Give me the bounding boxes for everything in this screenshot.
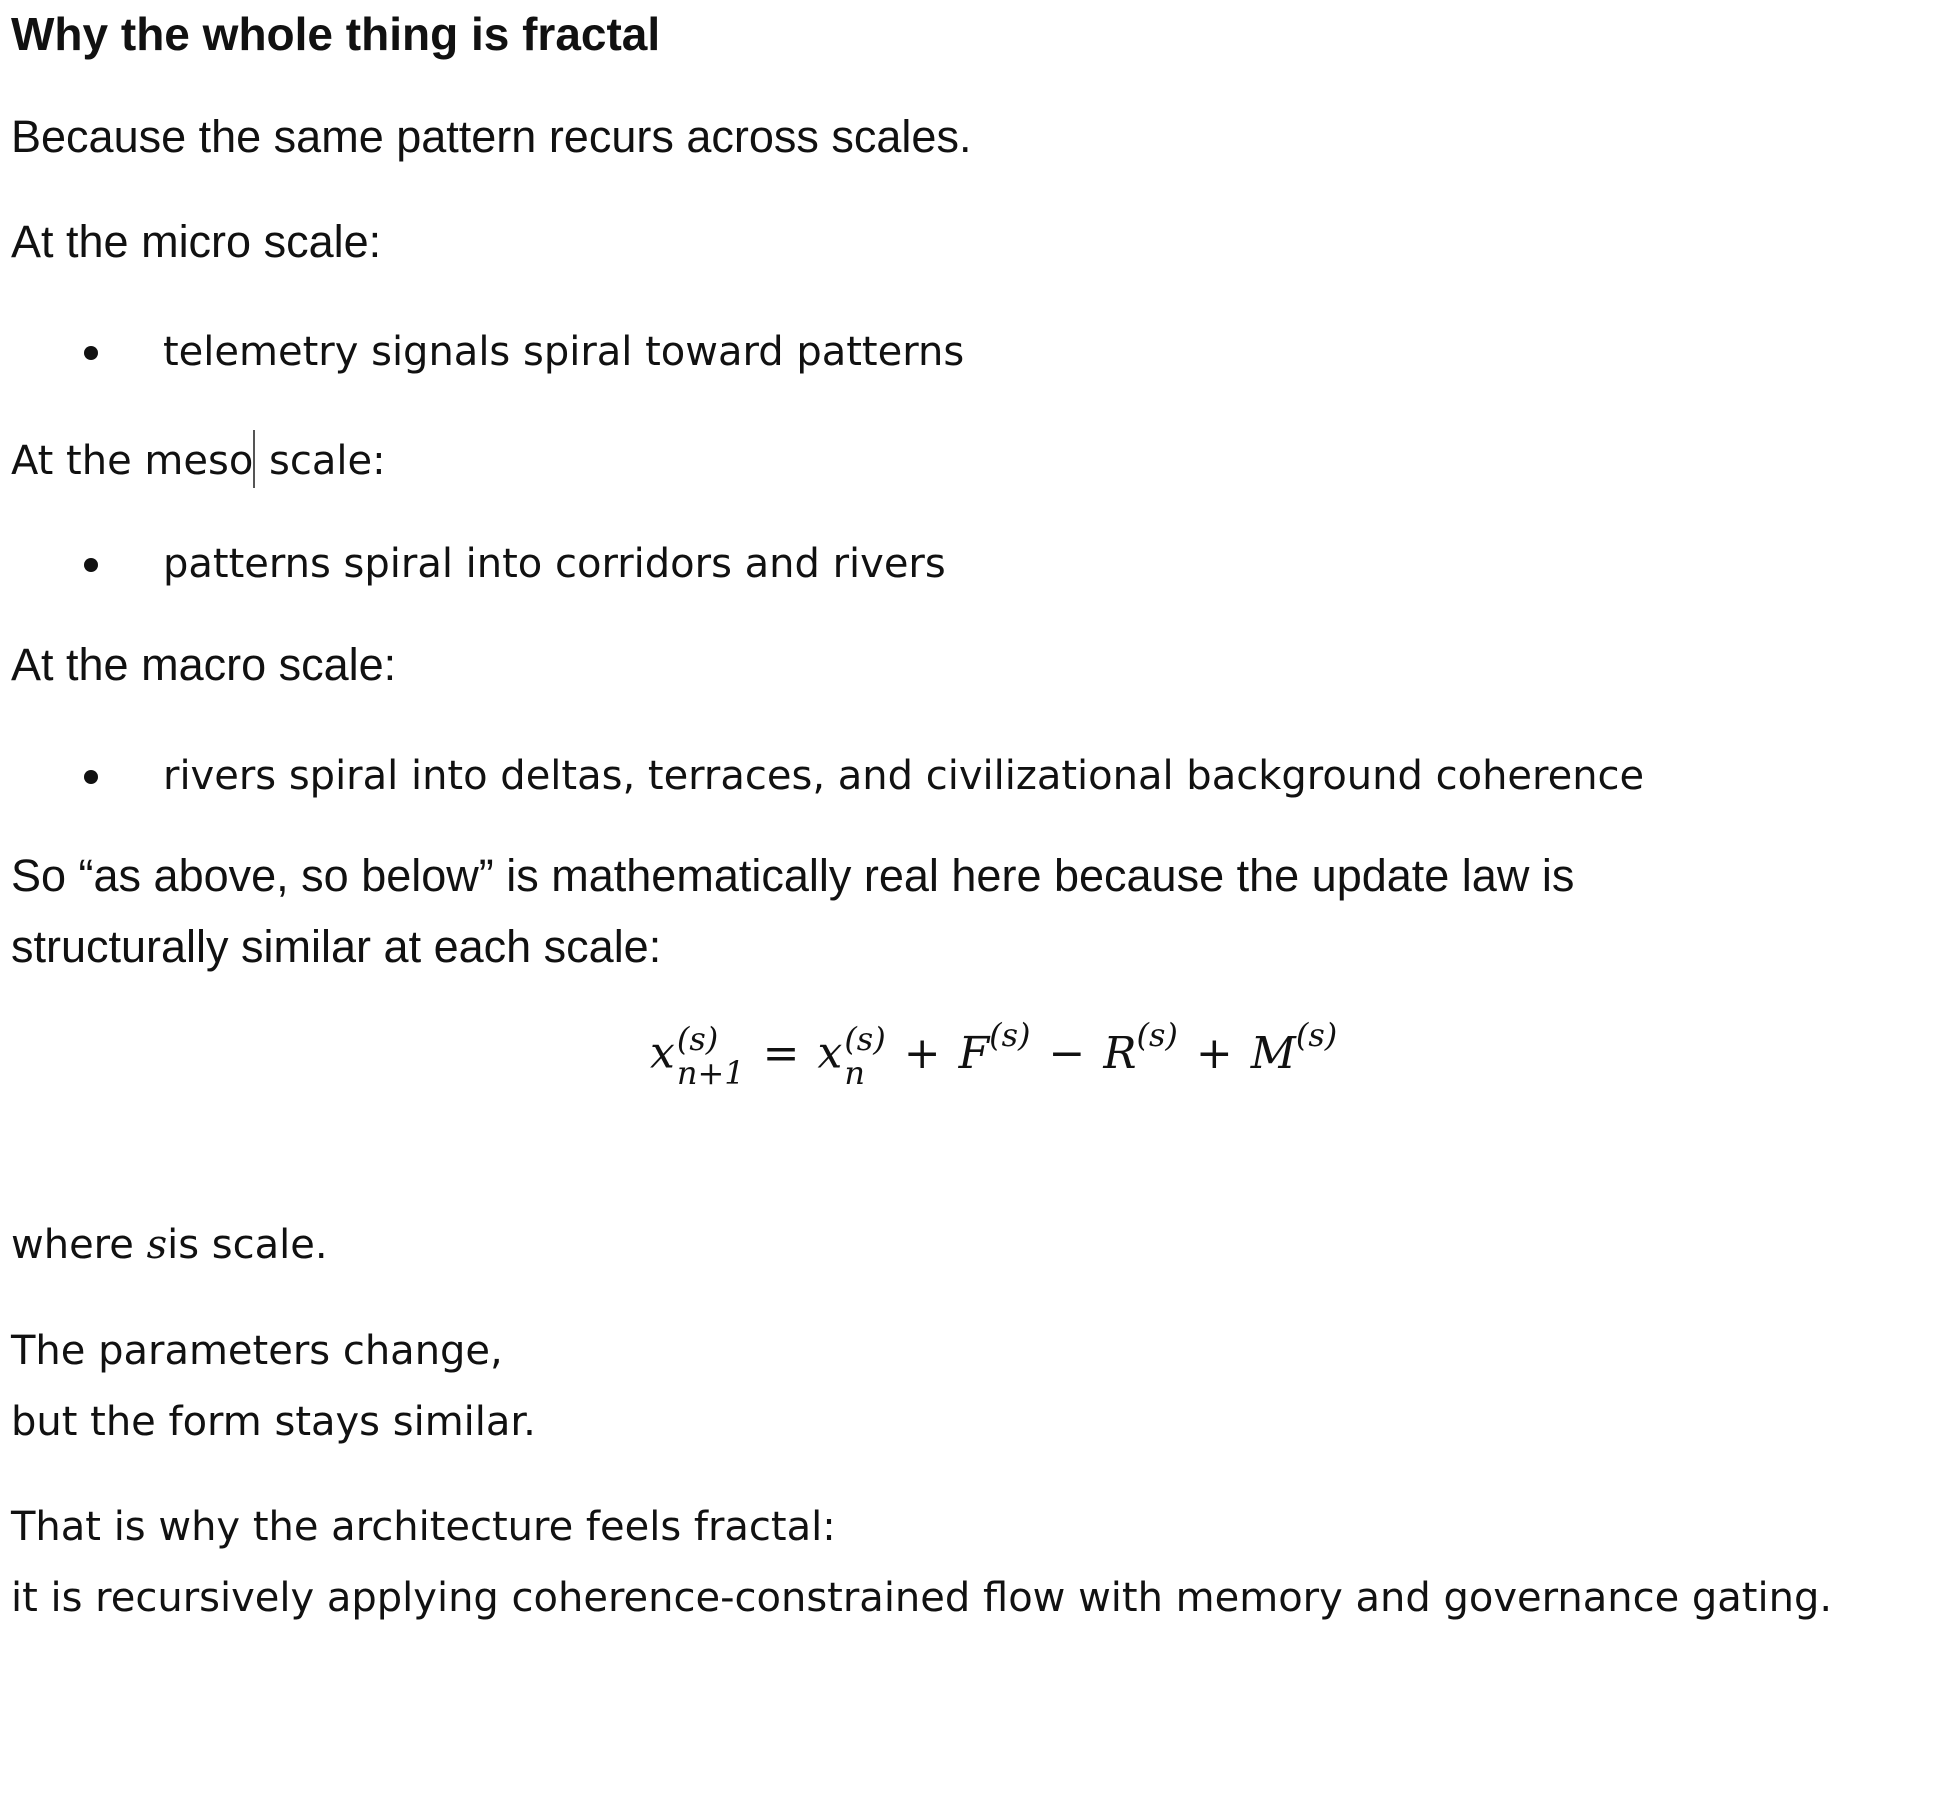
macro-bullet-text: rivers spiral into deltas, terraces, and civilizational background coherence bbox=[163, 753, 1645, 799]
equation-minus: − bbox=[1048, 1027, 1086, 1079]
equation-plus-1: + bbox=[903, 1027, 941, 1079]
update-law-equation bbox=[650, 1015, 1338, 1122]
text-caret bbox=[253, 430, 255, 488]
meso-label-start: At the meso bbox=[11, 438, 254, 484]
micro-scale-label: At the micro scale: bbox=[11, 216, 382, 267]
meso-bullet-text: patterns spiral into corridors and rivers bbox=[163, 541, 946, 587]
params-line-2: but the form stays similar. bbox=[11, 1399, 536, 1445]
equation-term-r: $R^{(s)}$ bbox=[1103, 1015, 1178, 1079]
page-heading: Why the whole thing is fractal bbox=[11, 8, 661, 60]
equation-lhs: x (s) n+1 bbox=[650, 1020, 745, 1092]
closing-line-1: That is why the architecture feels fractal: bbox=[11, 1504, 836, 1550]
bullet-icon bbox=[84, 346, 98, 360]
equation-term-m: $M^{(s)}$ bbox=[1250, 1015, 1338, 1079]
intro-paragraph: Because the same pattern recurs across scales. bbox=[11, 111, 972, 162]
bullet-icon bbox=[84, 558, 98, 572]
as-above-line-2: structurally similar at each scale: bbox=[11, 921, 662, 972]
scale-variable: s bbox=[146, 1222, 168, 1268]
micro-bullet-text: telemetry signals spiral toward patterns bbox=[163, 329, 965, 375]
closing-line-2: it is recursively applying coherence-constrained flow with memory and governance gating. bbox=[11, 1575, 1833, 1621]
macro-scale-label: At the macro scale: bbox=[11, 639, 397, 690]
params-line-1: The parameters change, bbox=[11, 1328, 503, 1374]
bullet-icon bbox=[84, 770, 98, 784]
equation-equals: = bbox=[762, 1027, 800, 1079]
equation-term-f: $F^{(s)}$ bbox=[958, 1015, 1031, 1079]
meso-scale-label bbox=[11, 430, 386, 488]
equation-plus-2: + bbox=[1195, 1027, 1233, 1079]
equation-rhs-x: x (s) n bbox=[817, 1020, 886, 1092]
as-above-line-1: So “as above, so below” is mathematically real here because the update law is bbox=[11, 850, 1575, 901]
where-scale-line: where sis scale. bbox=[11, 1222, 328, 1268]
meso-label-end: scale: bbox=[256, 438, 386, 484]
